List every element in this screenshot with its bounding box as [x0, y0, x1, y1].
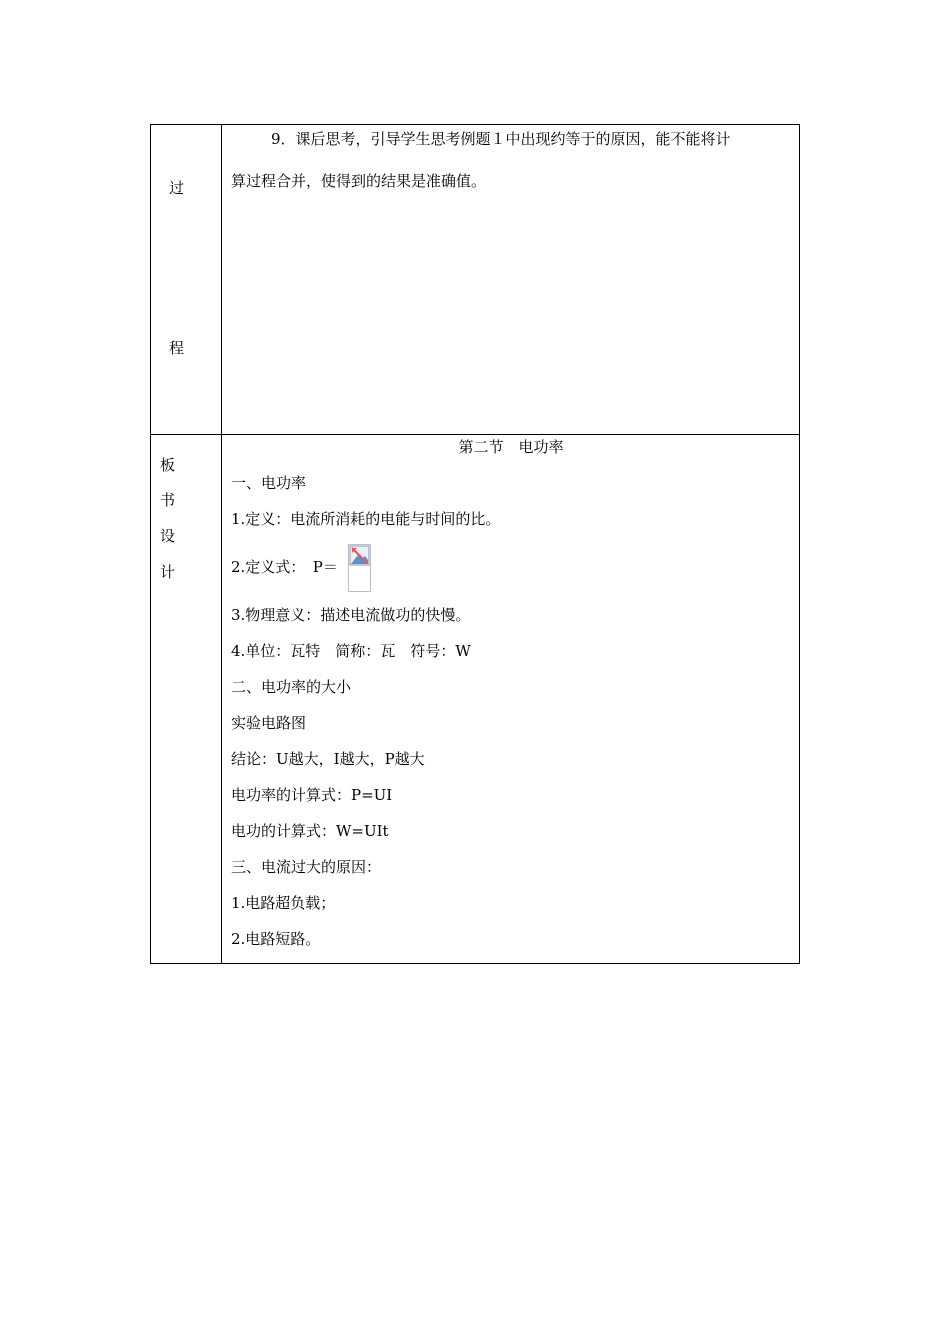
- work-formula-line: 电功的计算式：W=UIt: [231, 822, 389, 840]
- lesson-table: [150, 124, 800, 964]
- column-divider: [221, 125, 222, 963]
- definition-item: 1.定义：电流所消耗的电能与时间的比。: [231, 510, 501, 528]
- side-label-she: 设: [160, 527, 176, 545]
- unit-item: 4.单位：瓦特 简称：瓦 符号：W: [231, 642, 471, 660]
- circuit-diagram-label: 实验电路图: [231, 714, 307, 732]
- process-line-1: 9．课后思考，引导学生思考例题１中出现约等于的原因，能不能将计: [271, 130, 731, 148]
- section-2-heading: 二、电功率的大小: [231, 678, 352, 696]
- cause-2: 2.电路短路。: [231, 930, 321, 948]
- section-3-heading: 三、电流过大的原因：: [231, 858, 382, 876]
- broken-image-icon: [349, 545, 370, 566]
- section-1-heading: 一、电功率: [231, 474, 307, 492]
- power-formula-line: 电功率的计算式：P=UI: [231, 786, 393, 804]
- side-label-guo: 过: [169, 179, 185, 197]
- side-label-shu: 书: [160, 491, 176, 509]
- meaning-item: 3.物理意义：描述电流做功的快慢。: [231, 606, 471, 624]
- conclusion-line: 结论：U越大，I越大，P越大: [231, 750, 425, 768]
- cause-1: 1.电路超负载；: [231, 894, 336, 912]
- side-label-ji: 计: [160, 563, 176, 581]
- process-line-2: 算过程合并，使得到的结果是准确值。: [231, 172, 487, 190]
- board-title: 第二节 电功率: [458, 438, 564, 456]
- side-label-ban: 板: [160, 456, 176, 474]
- row-divider: [151, 434, 799, 435]
- side-label-cheng: 程: [169, 339, 185, 357]
- formula-item: 2.定义式： P＝: [231, 558, 338, 576]
- formula-image: [348, 544, 371, 592]
